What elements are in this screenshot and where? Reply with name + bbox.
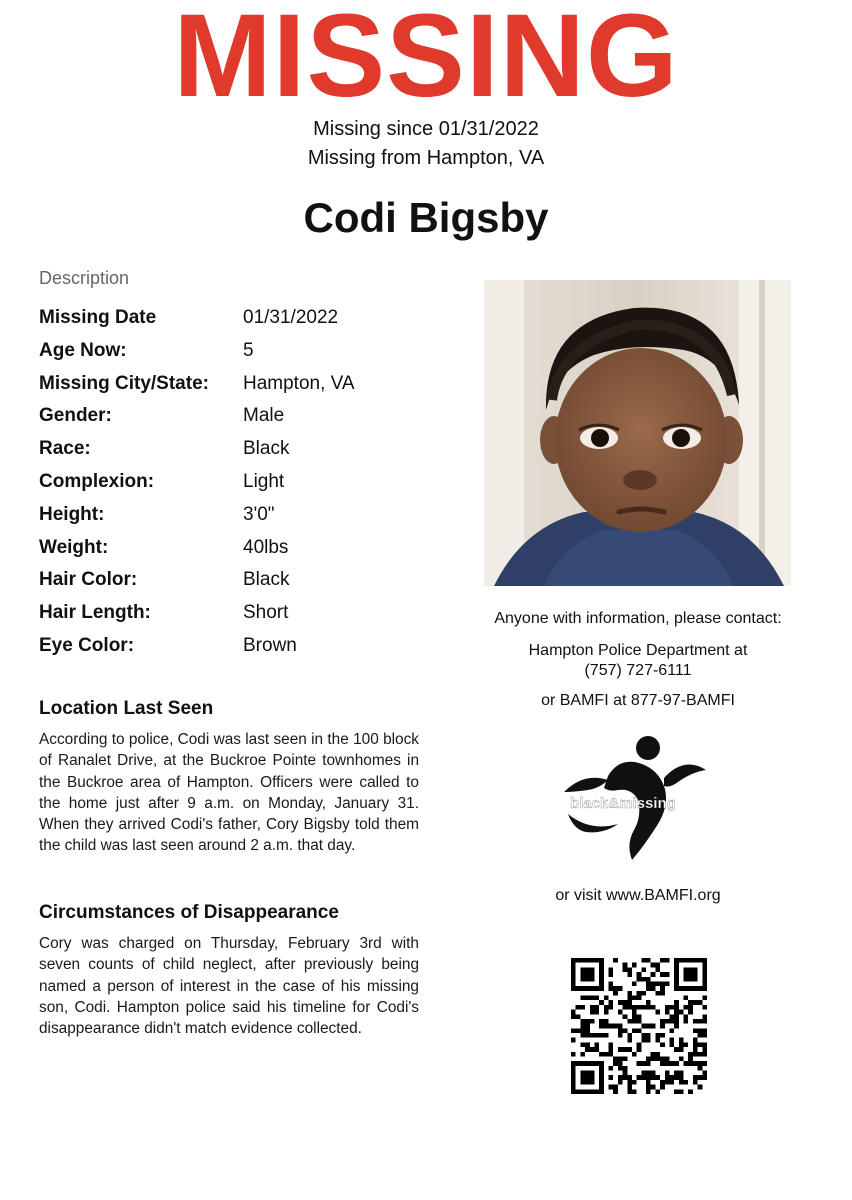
detail-label: Gender: xyxy=(39,405,112,427)
contact-visit: or visit www.BAMFI.org xyxy=(555,887,721,904)
detail-value: Black xyxy=(243,569,290,591)
detail-label: Height: xyxy=(39,503,105,525)
detail-row xyxy=(39,302,439,334)
detail-value: 5 xyxy=(243,339,254,361)
missing-from: Missing from Hampton, VA xyxy=(307,147,545,169)
detail-label: Race: xyxy=(39,438,91,460)
detail-label: Hair Length: xyxy=(39,602,151,624)
location-text: According to police, Codi was last seen in the 100 block of Ranalet Drive, at the Buckroe Pointe townhomes in the Buckroe area of Hampton. Officers were called to the home just after 9 a.m. on Monday, January 31. When they arrived Codi's father, Cory Bigsby told them the child was last seen around 2 a.m. that day. xyxy=(39,731,419,855)
detail-label: Missing City/State: xyxy=(39,372,209,394)
detail-row xyxy=(39,433,439,465)
contact-police-phone: (757) 727-6111 xyxy=(584,662,692,679)
detail-row xyxy=(39,368,439,400)
contact-intro: Anyone with information, please contact: xyxy=(494,610,782,627)
contact-police: Hampton Police Department at xyxy=(528,642,748,659)
detail-label: Eye Color: xyxy=(39,635,135,656)
detail-row xyxy=(39,400,439,432)
detail-label: Weight: xyxy=(39,536,109,558)
child-photo xyxy=(484,280,791,586)
circumstances-text: Cory was charged on Thursday, February 3rd with seven counts of child neglect, after previously being named a person of interest in the case of his missing son, Codi. Hampton police said his timeline for Codi's disappearance didn't match evidence collected. xyxy=(39,935,419,1038)
black-and-missing-logo xyxy=(560,734,710,862)
detail-label: Missing Date xyxy=(39,307,157,328)
detail-value: Brown xyxy=(243,635,297,656)
detail-value: 40lbs xyxy=(243,536,289,558)
description-label: Description xyxy=(39,268,130,288)
detail-value: Male xyxy=(243,405,285,427)
detail-label: Age Now: xyxy=(39,339,127,361)
detail-value: 01/31/2022 xyxy=(243,307,339,328)
detail-label: Hair Color: xyxy=(39,569,138,591)
missing-since: Missing since 01/31/2022 xyxy=(313,118,539,140)
detail-label: Complexion: xyxy=(39,471,155,492)
detail-row xyxy=(39,499,439,531)
detail-row xyxy=(39,532,439,564)
location-heading: Location Last Seen xyxy=(39,698,214,719)
logo-text: black&missing xyxy=(570,795,676,812)
detail-value: Black xyxy=(243,438,290,460)
missing-headline: MISSING xyxy=(173,0,679,122)
qr-code xyxy=(571,958,707,1094)
person-name: Codi Bigsby xyxy=(303,194,549,241)
detail-row xyxy=(39,630,439,662)
detail-value: Light xyxy=(243,471,285,492)
detail-value: Hampton, VA xyxy=(243,372,355,394)
detail-row xyxy=(39,564,439,596)
detail-row xyxy=(39,466,439,498)
detail-value: Short xyxy=(243,602,289,624)
contact-bamfi: or BAMFI at 877-97-BAMFI xyxy=(541,692,735,709)
circumstances-heading: Circumstances of Disappearance xyxy=(39,902,339,923)
detail-row xyxy=(39,597,439,629)
detail-row xyxy=(39,335,439,367)
detail-value: 3'0" xyxy=(243,503,275,525)
